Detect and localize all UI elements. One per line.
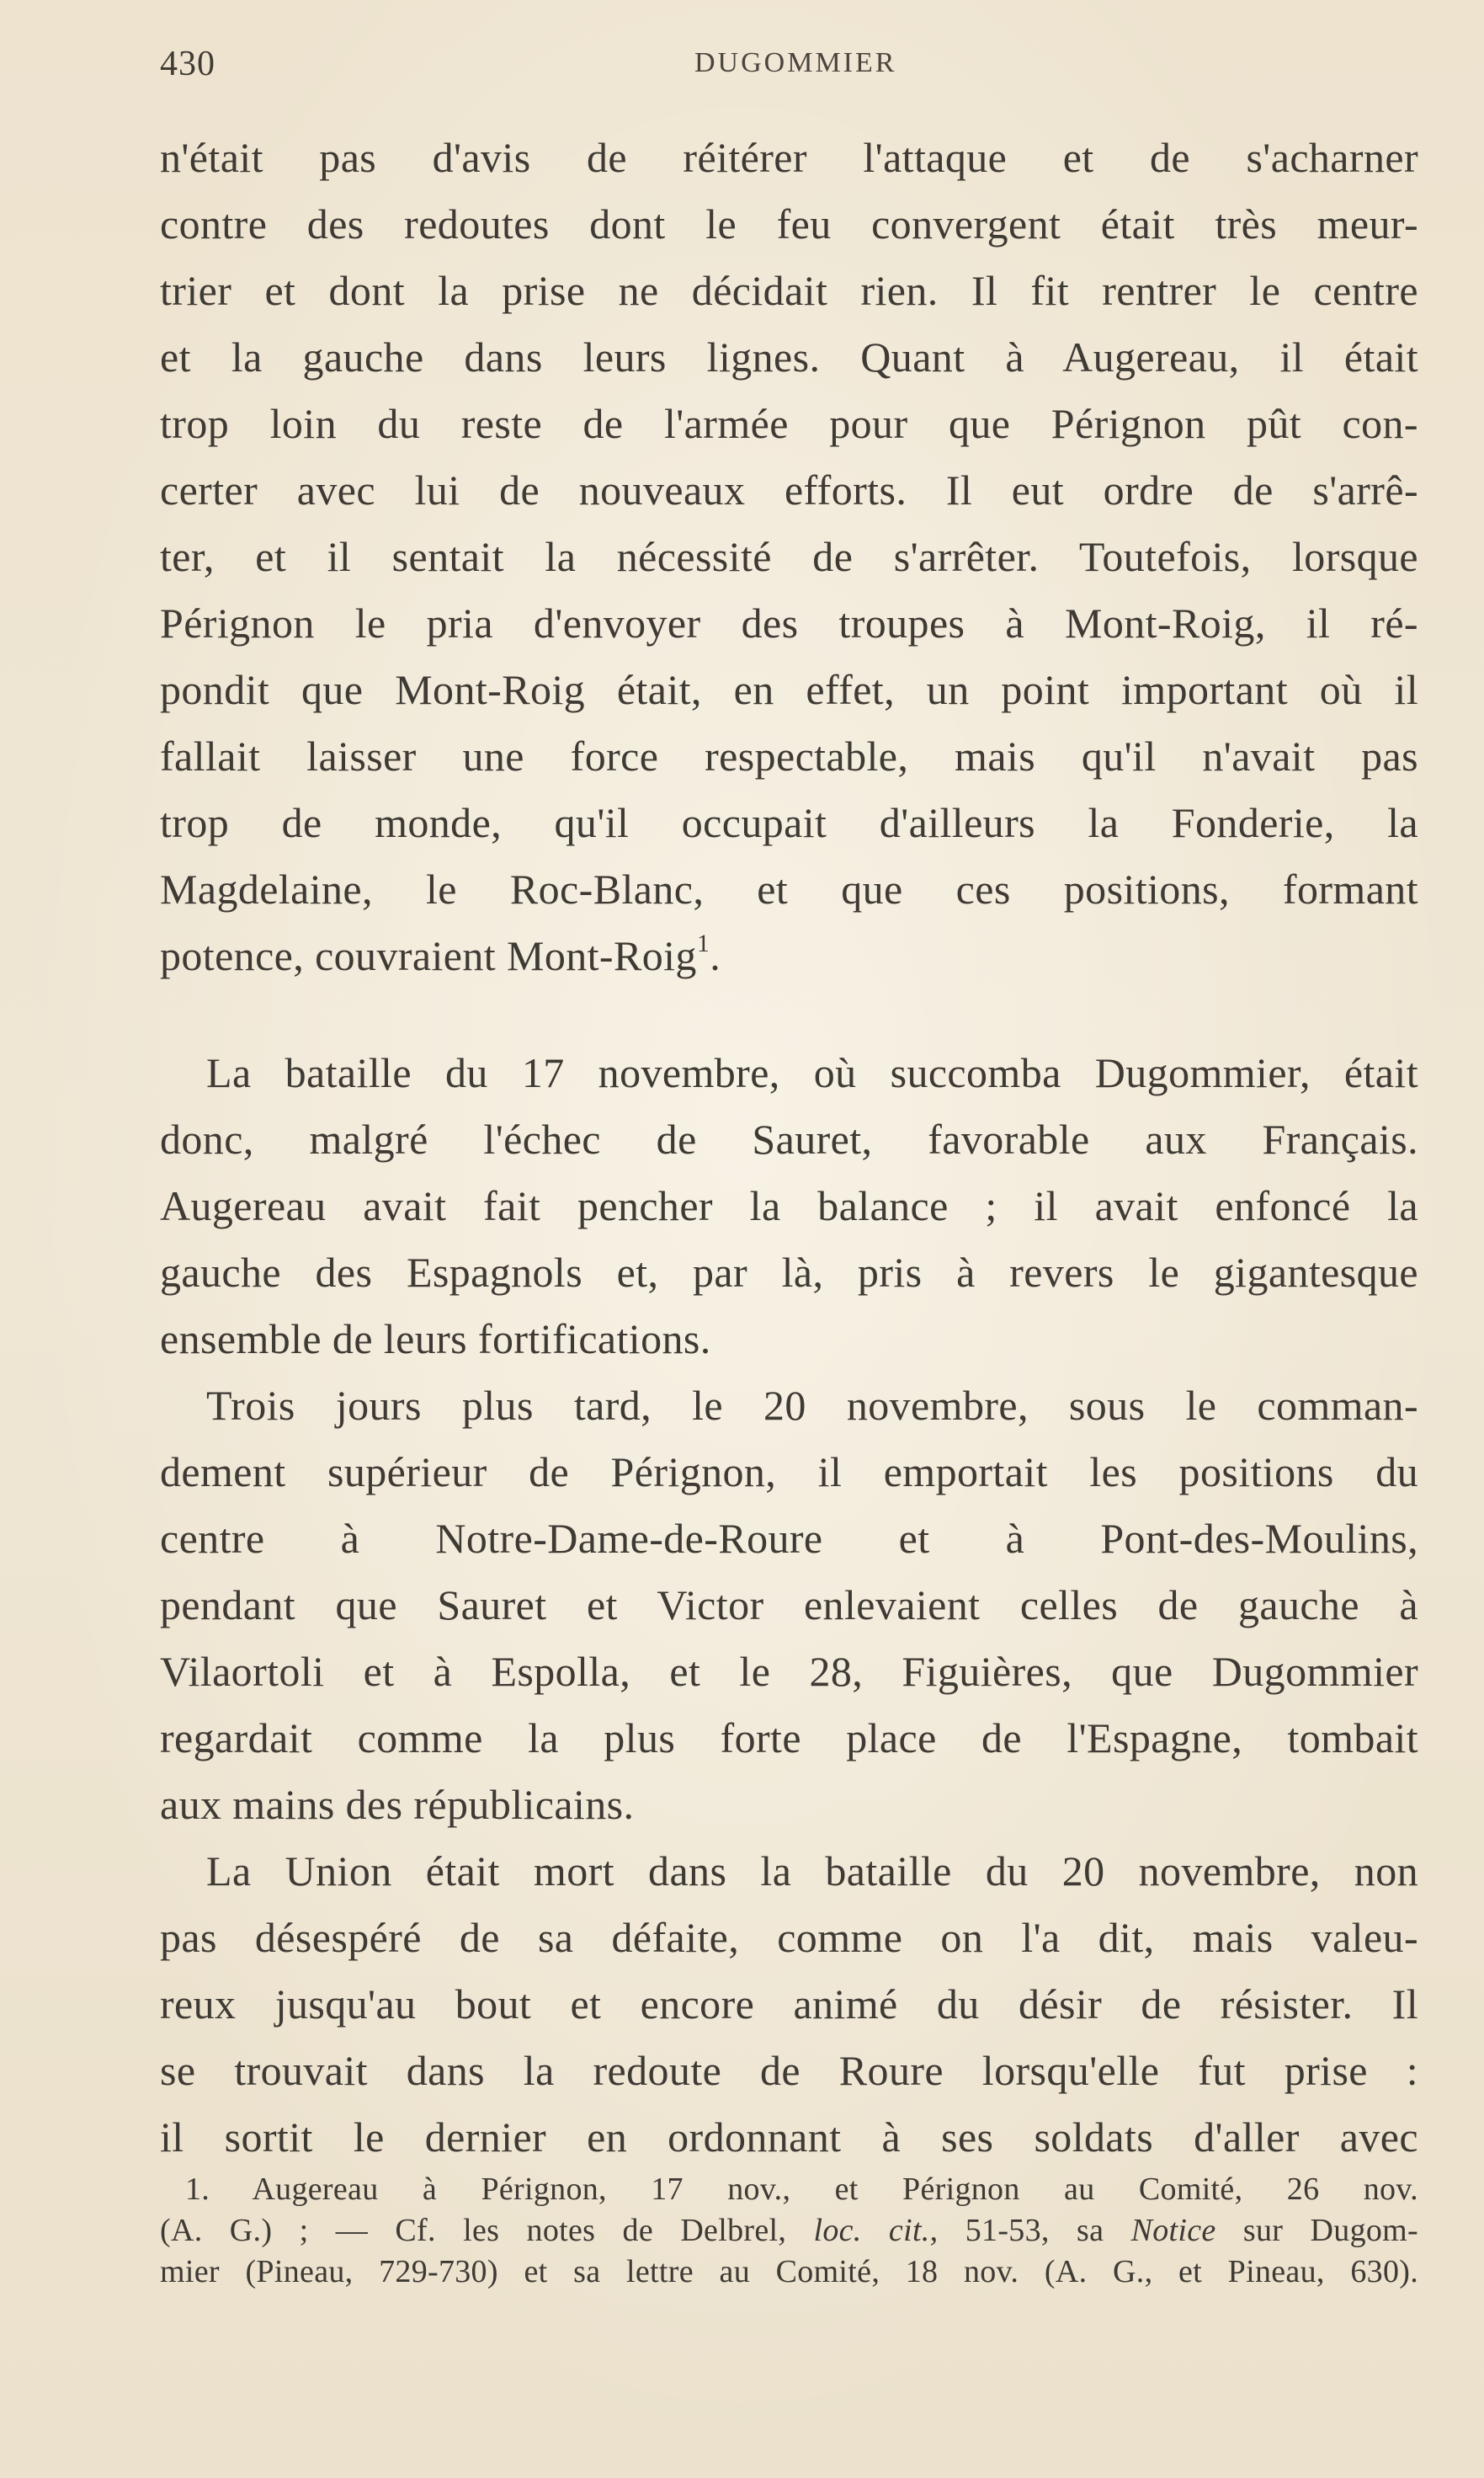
text-line: ter, et il sentait la nécessité de s'arrêter. Toutefois, lorsque bbox=[160, 533, 1418, 580]
paragraph-2 bbox=[160, 1040, 1418, 1372]
text-line: il sortit le dernier en ordonnant à ses soldats d'aller avec bbox=[160, 2113, 1418, 2161]
text-line: contre des redoutes dont le feu convergent était très meur- bbox=[160, 200, 1418, 248]
text-line: certer avec lui de nouveaux efforts. Il eut ordre de s'arrê- bbox=[160, 466, 1418, 514]
paragraph-3 bbox=[160, 1372, 1418, 1838]
footnote-reference[interactable]: 1 bbox=[696, 930, 710, 957]
text-line: fallait laisser une force respectable, mais qu'il n'avait pas bbox=[160, 733, 1418, 780]
text-line: centre à Notre-Dame-de-Roure et à Pont-des-Moulins, bbox=[160, 1515, 1418, 1562]
footnote-line bbox=[160, 2169, 1418, 2210]
text-line: gauche des Espagnols et, par là, pris à revers le gigantesque bbox=[160, 1249, 1418, 1296]
footnote-line: mier (Pineau, 729-730) et sa lettre au Comité, 18 nov. (A. G., et Pineau, 630). bbox=[160, 2254, 1418, 2289]
paragraph-4 bbox=[160, 1838, 1418, 2171]
text-fragment: potence, couvraient Mont-Roig bbox=[160, 932, 697, 979]
text-line: et la gauche dans leurs lignes. Quant à Augereau, il était bbox=[160, 333, 1418, 381]
text-line-last: ensemble de leurs fortifications. bbox=[160, 1315, 711, 1362]
text-line: pondit que Mont-Roig était, en effet, un point important où il bbox=[160, 666, 1418, 713]
footnotes bbox=[160, 2169, 1418, 2293]
footnote-italic: Notice bbox=[1130, 2213, 1216, 2248]
footnote-text: Augereau à Pérignon, 17 nov., et Pérignon au Comité, 26 nov. bbox=[252, 2172, 1418, 2207]
text-line: Vilaortoli et à Espolla, et le 28, Figuières, que Dugommier bbox=[160, 1648, 1418, 1695]
text-line: Augereau avait fait pencher la balance ; il avait enfoncé la bbox=[160, 1182, 1418, 1229]
text-line: regardait comme la plus forte place de l'Espagne, tombait bbox=[160, 1714, 1418, 1761]
text-line: Pérignon le pria d'envoyer des troupes à Mont-Roig, il ré- bbox=[160, 600, 1418, 647]
text-line: donc, malgré l'échec de Sauret, favorable aux Français. bbox=[160, 1116, 1418, 1163]
text-line: Trois jours plus tard, le 20 novembre, sous le comman- bbox=[206, 1382, 1418, 1429]
running-title: DUGOMMIER bbox=[694, 47, 897, 78]
footnote-italic: loc. cit. bbox=[813, 2213, 930, 2248]
text-line: trop de monde, qu'il occupait d'ailleurs la Fonderie, la bbox=[160, 799, 1418, 846]
footnote-text: , 51-53, sa bbox=[929, 2213, 1104, 2248]
footnote-text: (A. G.) ; — Cf. les notes de Delbrel, bbox=[160, 2213, 787, 2248]
body-text bbox=[160, 125, 1418, 2171]
footnote-number: 1. bbox=[185, 2172, 210, 2207]
text-line: n'était pas d'avis de réitérer l'attaque et de s'acharner bbox=[160, 134, 1418, 181]
text-line: La bataille du 17 novembre, où succomba Dugommier, était bbox=[206, 1049, 1418, 1096]
text-line: se trouvait dans la redoute de Roure lorsqu'elle fut prise : bbox=[160, 2047, 1418, 2094]
paragraph-gap bbox=[160, 989, 1418, 1040]
text-line: trier et dont la prise ne décidait rien. Il fit rentrer le centre bbox=[160, 267, 1418, 314]
footnote-text: sur Dugom- bbox=[1242, 2213, 1418, 2248]
text-line: La Union était mort dans la bataille du 20 novembre, non bbox=[206, 1847, 1418, 1894]
text-line-last: aux mains des républicains. bbox=[160, 1781, 635, 1828]
running-head bbox=[160, 44, 1423, 94]
text-line: trop loin du reste de l'armée pour que Pérignon pût con- bbox=[160, 400, 1418, 447]
text-line: reux jusqu'au bout et encore animé du désir de résister. Il bbox=[160, 1980, 1418, 2028]
text-line: pendant que Sauret et Victor enlevaient celles de gauche à bbox=[160, 1581, 1418, 1628]
page-number: 430 bbox=[160, 45, 215, 83]
text-line: Magdelaine, le Roc-Blanc, et que ces positions, formant bbox=[160, 866, 1418, 913]
text-line-last bbox=[160, 923, 1418, 989]
text-line: pas désespéré de sa défaite, comme on l'a dit, mais valeu- bbox=[160, 1914, 1418, 1961]
text-fragment: . bbox=[710, 932, 721, 979]
footnote-line bbox=[160, 2210, 1418, 2252]
text-line: dement supérieur de Pérignon, il emportait les positions du bbox=[160, 1448, 1418, 1495]
paragraph-1 bbox=[160, 125, 1418, 989]
